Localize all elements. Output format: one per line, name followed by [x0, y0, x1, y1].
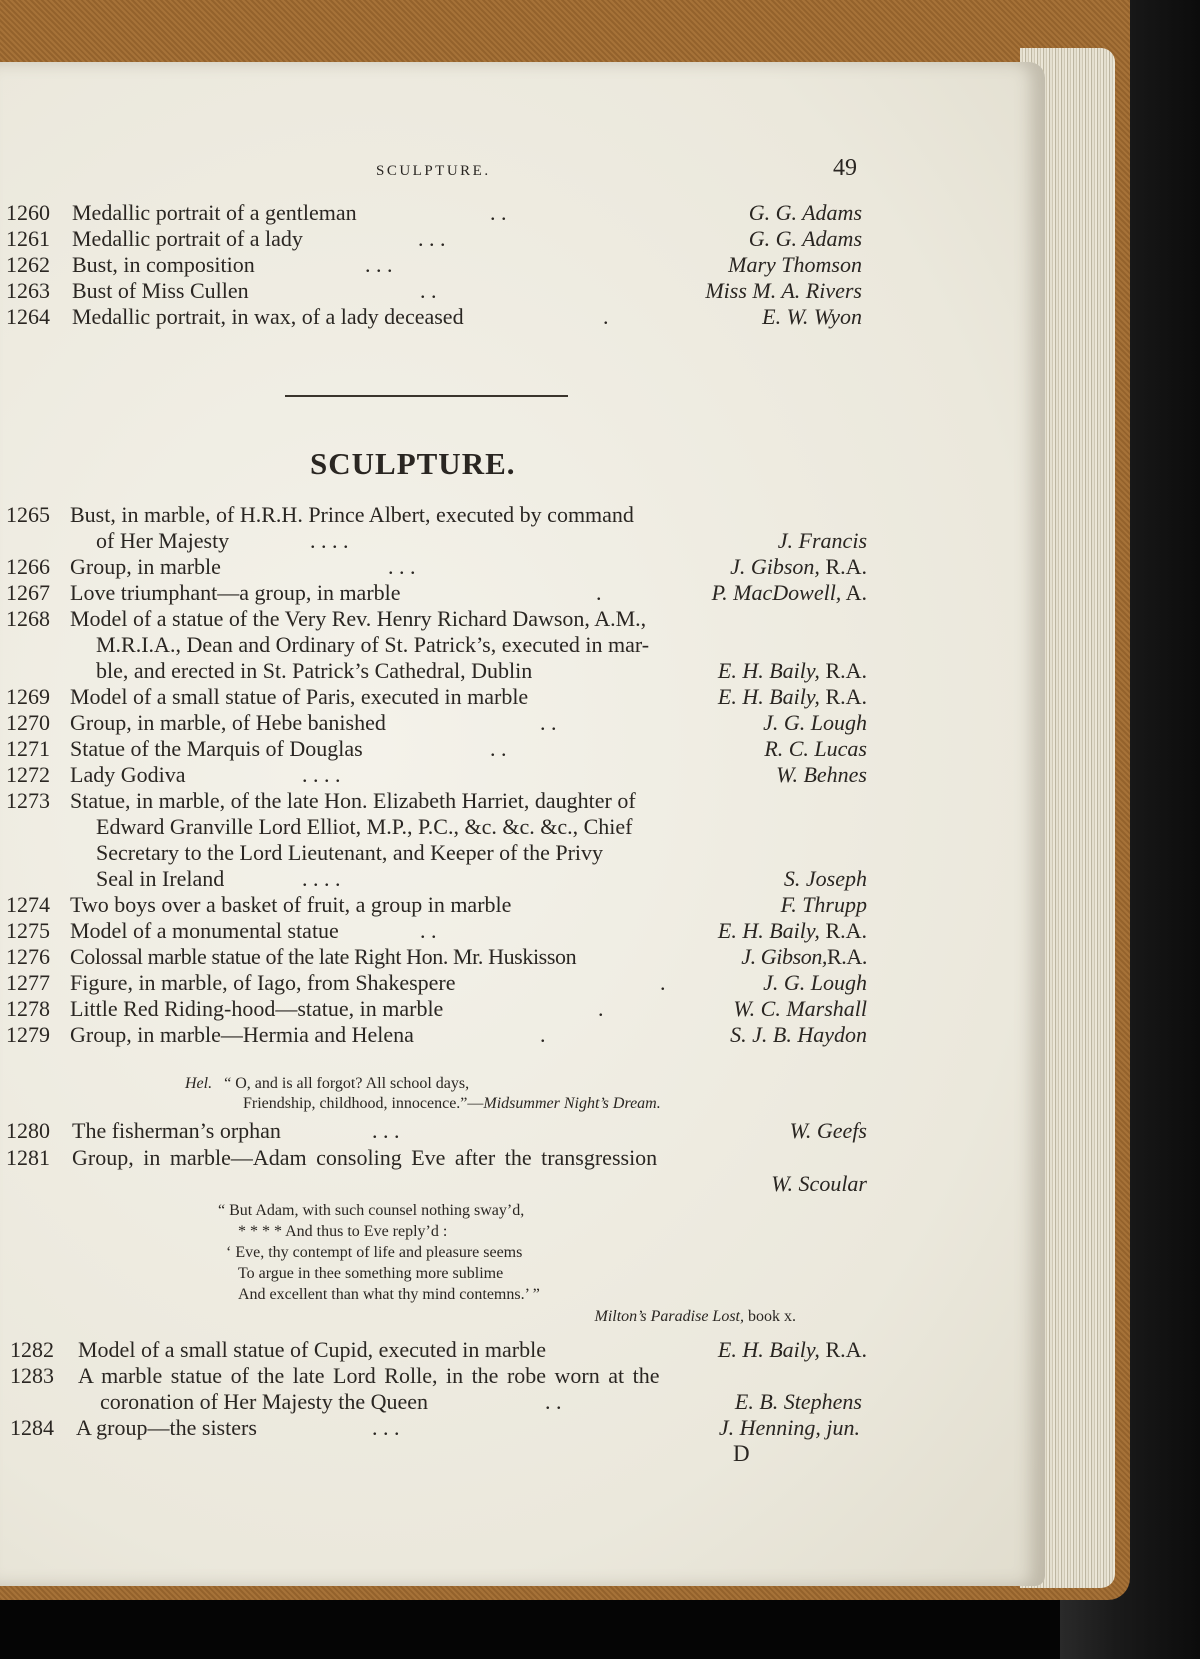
leader-dots: . .: [540, 710, 557, 735]
artist-name: W. Behnes: [776, 762, 867, 787]
entry-title: Group, in marble—Adam consoling Eve after the transgression: [72, 1145, 658, 1170]
artist-name: S. J. B. Haydon: [730, 1022, 867, 1047]
leader-dots: . . .: [418, 226, 446, 251]
leader-dots: .: [660, 970, 666, 995]
artist-name: S. Joseph: [783, 866, 867, 891]
running-head: SCULPTURE.: [376, 163, 491, 179]
page-number: 49: [833, 155, 857, 181]
artist-name: E. B. Stephens: [734, 1389, 862, 1414]
entry-title: Little Red Riding-hood—statue, in marble: [70, 996, 444, 1021]
leader-dots: .: [596, 580, 602, 605]
entry-number: 1265: [6, 502, 50, 527]
quote-line: Hel. “ O, and is all forgot? All school days,: [185, 1075, 470, 1092]
entry-title: Lady Godiva: [70, 762, 186, 787]
leader-dots: . . .: [372, 1118, 400, 1143]
entry-title: Love triumphant—a group, in marble: [70, 580, 401, 605]
artist-name: Mary Thomson: [728, 252, 862, 277]
section-divider: [285, 395, 568, 397]
leader-dots: .: [598, 996, 604, 1021]
entry-number: 1274: [6, 892, 50, 917]
entry-title: Model of a monumental statue: [70, 918, 339, 943]
entry-number: 1278: [6, 996, 50, 1021]
quote-line: To argue in thee something more sublime: [238, 1265, 504, 1282]
entry-number: 1280: [6, 1118, 50, 1143]
entry-title-continued: coronation of Her Majesty the Queen: [100, 1389, 429, 1414]
signature-mark: D: [733, 1441, 750, 1466]
entry-title-continued: Seal in Ireland: [96, 866, 225, 891]
leader-dots: . .: [420, 918, 437, 943]
artist-name: Miss M. A. Rivers: [705, 278, 862, 303]
leader-dots: .: [603, 304, 609, 329]
artist-name: J. G. Lough: [763, 710, 867, 735]
artist-name: W. C. Marshall: [733, 996, 867, 1021]
entry-number: 1260: [6, 200, 50, 225]
artist-name: J. Henning, jun.: [718, 1415, 860, 1440]
entry-title: Statue, in marble, of the late Hon. Elizabeth Harriet, daughter of: [70, 788, 636, 813]
entry-title: The fisherman’s orphan: [72, 1118, 281, 1143]
quote-line: * * * * And thus to Eve reply’d :: [238, 1223, 448, 1240]
entry-title-continued: of Her Majesty: [96, 528, 230, 553]
entry-number: 1266: [6, 554, 50, 579]
artist-name: J. Gibson,R.A.: [741, 944, 867, 969]
entry-title: Bust, in composition: [72, 252, 255, 277]
leader-dots: . . .: [372, 1415, 400, 1440]
artist-name: P. MacDowell, A.: [711, 580, 867, 605]
entry-number: 1263: [6, 278, 50, 303]
artist-name: E. W. Wyon: [762, 304, 862, 329]
leader-dots: . .: [490, 736, 507, 761]
entry-number: 1270: [6, 710, 50, 735]
entry-title: A group—the sisters: [76, 1415, 257, 1440]
entry-title: Medallic portrait, in wax, of a lady deceased: [72, 304, 464, 329]
artist-name: J. Francis: [777, 528, 867, 553]
leader-dots: . . . .: [302, 866, 341, 891]
artist-name: J. Gibson, R.A.: [730, 554, 867, 579]
entry-number: 1282: [10, 1337, 54, 1362]
artist-name: E. H. Baily, R.A.: [717, 684, 867, 709]
entry-number: 1279: [6, 1022, 50, 1047]
quote-line: Friendship, childhood, innocence.”—Midsummer Night’s Dream.: [243, 1095, 661, 1112]
quote-line: And excellent than what thy mind contemns.’ ”: [238, 1286, 540, 1303]
artist-name: G. G. Adams: [748, 226, 862, 251]
leader-dots: . .: [490, 200, 507, 225]
quote-source: Milton’s Paradise Lost, book x.: [594, 1308, 796, 1325]
entry-title: Colossal marble statue of the late Right Hon. Mr. Huskisson: [70, 944, 577, 969]
leader-dots: . .: [545, 1389, 562, 1414]
artist-name: E. H. Baily, R.A.: [717, 1337, 867, 1362]
entry-title: Group, in marble: [70, 554, 221, 579]
entry-title: Model of a statue of the Very Rev. Henry Richard Dawson, A.M.,: [70, 606, 647, 631]
entry-number: 1271: [6, 736, 50, 761]
entry-title: Group, in marble, of Hebe banished: [70, 710, 386, 735]
quote-line: ‘ Eve, thy contempt of life and pleasure seems: [226, 1244, 523, 1261]
entry-title: Model of a small statue of Paris, executed in marble: [70, 684, 529, 709]
entry-number: 1284: [10, 1415, 54, 1440]
entry-title-continued: Edward Granville Lord Elliot, M.P., P.C., &c. &c. &c., Chief: [96, 814, 633, 839]
entry-title: Bust of Miss Cullen: [72, 278, 249, 303]
entry-title: Figure, in marble, of Iago, from Shakespere: [70, 970, 456, 995]
leader-dots: . . .: [388, 554, 416, 579]
entry-title-continued: ble, and erected in St. Patrick’s Cathedral, Dublin: [96, 658, 533, 683]
entry-title: Medallic portrait of a lady: [72, 226, 303, 251]
entry-number: 1276: [6, 944, 50, 969]
entry-number: 1281: [6, 1145, 50, 1170]
artist-name: W. Geefs: [789, 1118, 867, 1143]
entry-number: 1275: [6, 918, 50, 943]
entry-title: Two boys over a basket of fruit, a group in marble: [70, 892, 512, 917]
leader-dots: . .: [420, 278, 437, 303]
leader-dots: .: [540, 1022, 546, 1047]
entry-title: Model of a small statue of Cupid, executed in marble: [78, 1337, 546, 1362]
leader-dots: . . . .: [310, 528, 349, 553]
entry-title: Bust, in marble, of H.R.H. Prince Albert, executed by command: [70, 502, 634, 527]
entry-title: Statue of the Marquis of Douglas: [70, 736, 363, 761]
entry-number: 1272: [6, 762, 50, 787]
quote-line: “ But Adam, with such counsel nothing sway’d,: [218, 1202, 525, 1219]
artist-name: W. Scoular: [771, 1171, 867, 1196]
entry-title-continued: Secretary to the Lord Lieutenant, and Keeper of the Privy: [96, 840, 604, 865]
entry-title: A marble statue of the late Lord Rolle, in the robe worn at the: [78, 1363, 660, 1388]
entry-number: 1264: [6, 304, 50, 329]
entry-number: 1268: [6, 606, 50, 631]
entry-title: Medallic portrait of a gentleman: [72, 200, 357, 225]
entry-number: 1277: [6, 970, 50, 995]
entry-number: 1269: [6, 684, 50, 709]
entry-title-continued: M.R.I.A., Dean and Ordinary of St. Patrick’s, executed in mar-: [96, 632, 650, 657]
entry-title: Group, in marble—Hermia and Helena: [70, 1022, 414, 1047]
entry-number: 1283: [10, 1363, 54, 1388]
artist-name: R. C. Lucas: [764, 736, 867, 761]
entry-number: 1267: [6, 580, 50, 605]
section-title: SCULPTURE.: [310, 446, 516, 481]
entry-number: 1261: [6, 226, 50, 251]
entry-number: 1262: [6, 252, 50, 277]
leader-dots: . . . .: [302, 762, 341, 787]
artist-name: J. G. Lough: [763, 970, 867, 995]
entry-number: 1273: [6, 788, 50, 813]
artist-name: F. Thrupp: [780, 892, 867, 917]
leader-dots: . . .: [365, 252, 393, 277]
artist-name: G. G. Adams: [748, 200, 862, 225]
artist-name: E. H. Baily, R.A.: [717, 658, 867, 683]
artist-name: E. H. Baily, R.A.: [717, 918, 867, 943]
